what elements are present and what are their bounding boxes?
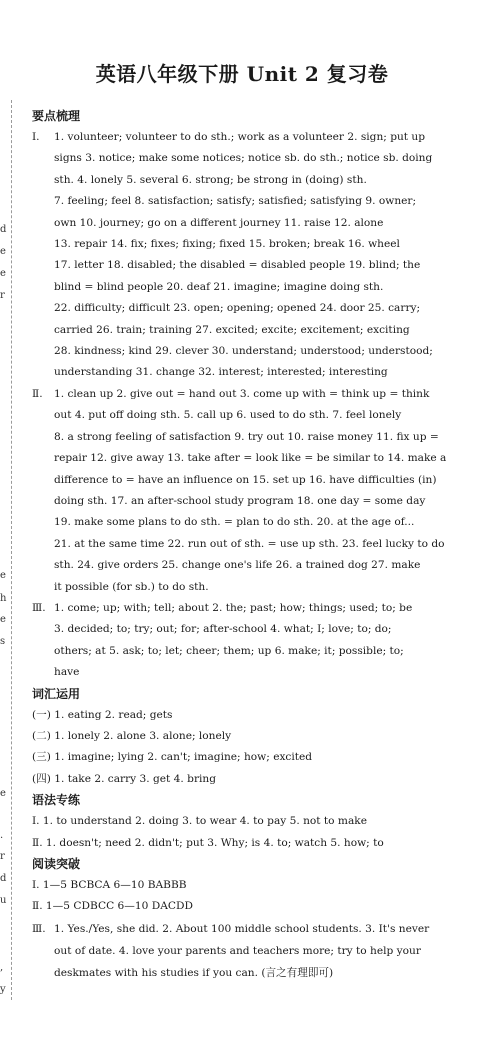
answer-line: own 10. journey; go on a different journey 11. raise 12. alone [54,216,384,229]
answer-line: blind = blind people 20. deaf 21. imagine; imagine doing sth. [54,280,384,293]
section-heading-reading: 阅读突破 [32,857,81,871]
gutter-mark: u [0,895,7,906]
answer-line: Ⅰ. 1. to understand 2. doing 3. to wear 4. to pay 5. not to make [32,815,367,828]
gutter-mark: e [0,788,6,799]
key-points-part-2 [32,384,464,598]
answer-line: (四) 1. take 2. carry 3. get 4. bring [32,772,216,785]
answer-line: Ⅱ. 1. doesn't; need 2. didn't; put 3. Why; is 4. to; watch 5. how; to [32,836,384,849]
gutter-mark: . [0,830,4,841]
answer-line: 3. decided; to; try; out; for; after-school 4. what; I; love; to; do; [54,623,392,636]
answer-line: out of date. 4. love your parents and teachers more; try to help your [54,944,421,957]
answer-line: doing sth. 17. an after-school study program 18. one day = some day [54,494,426,507]
reading-part-3 [32,918,464,984]
answer-line: (一) 1. eating 2. read; gets [32,708,173,721]
answer-line: repair 12. give away 13. take after = look like = be similar to 14. make a [54,452,447,465]
gutter-mark: d [0,873,7,884]
answer-line: 28. kindness; kind 29. clever 30. understand; understood; understood; [54,345,433,358]
answer-line: Ⅲ. 1. Yes./Yes, she did. 2. About 100 middle school students. 3. It's never [32,918,464,940]
answer-line: have [54,666,80,679]
answer-line: 13. repair 14. fix; fixes; fixing; fixed 15. broken; break 16. wheel [54,238,400,251]
answer-line: out 4. put off doing sth. 5. call up 6. used to do sth. 7. feel lonely [54,409,402,422]
gutter-mark: r [0,290,5,301]
gutter-mark: e [0,268,6,279]
gutter-mark: r [0,851,5,862]
gutter-mark: h [0,593,7,604]
section-heading-key-points: 要点梳理 [32,109,81,123]
answer-line: Ⅲ. 1. come; up; with; tell; about 2. the; past; how; things; used; to; be [32,598,464,619]
answer-line: deskmates with his studies if you can. (言之有理即可) [54,966,334,979]
answer-line: 17. letter 18. disabled; the disabled = disabled people 19. blind; the [54,259,421,272]
page-title: 英语八年级下册 Unit 2 复习卷 [95,62,389,86]
answer-line: understanding 31. change 32. interest; interested; interesting [54,366,388,379]
gutter-mark: , [0,962,4,973]
section-heading-grammar: 语法专练 [32,793,81,808]
gutter-mark: y [0,984,6,995]
answer-line: 21. at the same time 22. run out of sth. = use up sth. 23. feel lucky to do [54,537,445,550]
answer-line: (二) 1. lonely 2. alone 3. alone; lonely [32,729,232,742]
roman-numeral: Ⅲ. [32,601,46,614]
roman-numeral: Ⅰ. [32,131,40,143]
answer-line: others; at 5. ask; to; let; cheer; them; up 6. make; it; possible; to; [54,644,404,657]
answer-line: 8. a strong feeling of satisfaction 9. try out 10. raise money 11. fix up = [54,430,439,443]
gutter-mark: e [0,246,6,257]
answer-line: signs 3. notice; make some notices; notice sb. do sth.; notice sb. doing [54,152,433,165]
answer-line: Ⅱ. 1. clean up 2. give out = hand out 3. come up with = think up = think [32,384,464,405]
gutter-mark: s [0,636,6,647]
answer-line: 22. difficulty; difficult 23. open; opening; opened 24. door 25. carry; [54,302,421,315]
answer-line: 7. feeling; feel 8. satisfaction; satisfy; satisfied; satisfying 9. owner; [54,195,417,208]
roman-numeral: Ⅲ. [32,922,46,935]
answer-line: Ⅰ. 1—5 BCBCA 6—10 BABBB [32,879,187,891]
answer-line: carried 26. train; training 27. excited; excite; excitement; exciting [54,323,410,336]
answer-line: (三) 1. imagine; lying 2. can't; imagine; how; excited [32,751,313,764]
gutter-mark: e [0,570,6,581]
answer-line: difference to = have an influence on 15. set up 16. have difficulties (in) [54,473,437,486]
key-points-part-3 [32,598,464,684]
gutter-mark: d [0,224,7,235]
answer-line: 19. make some plans to do sth. = plan to do sth. 20. at the age of... [54,516,415,529]
binding-gutter [0,0,20,1052]
answer-line: sth. 4. lonely 5. several 6. strong; be strong in (doing) sth. [54,173,367,186]
gutter-dashed-line [11,100,12,1000]
answer-line: it possible (for sb.) to do sth. [54,580,209,593]
gutter-mark: e [0,614,6,625]
key-points-part-1 [32,127,464,384]
answer-line: sth. 24. give orders 25. change one's life 26. a trained dog 27. make [54,559,421,572]
answer-line: Ⅰ. 1. volunteer; volunteer to do sth.; work as a volunteer 2. sign; put up [32,127,464,148]
roman-numeral: Ⅱ. [32,387,43,400]
answer-line: Ⅱ. 1—5 CDBCC 6—10 DACDD [32,900,193,913]
answer-content [32,106,464,984]
section-heading-vocabulary: 词汇运用 [32,686,81,701]
